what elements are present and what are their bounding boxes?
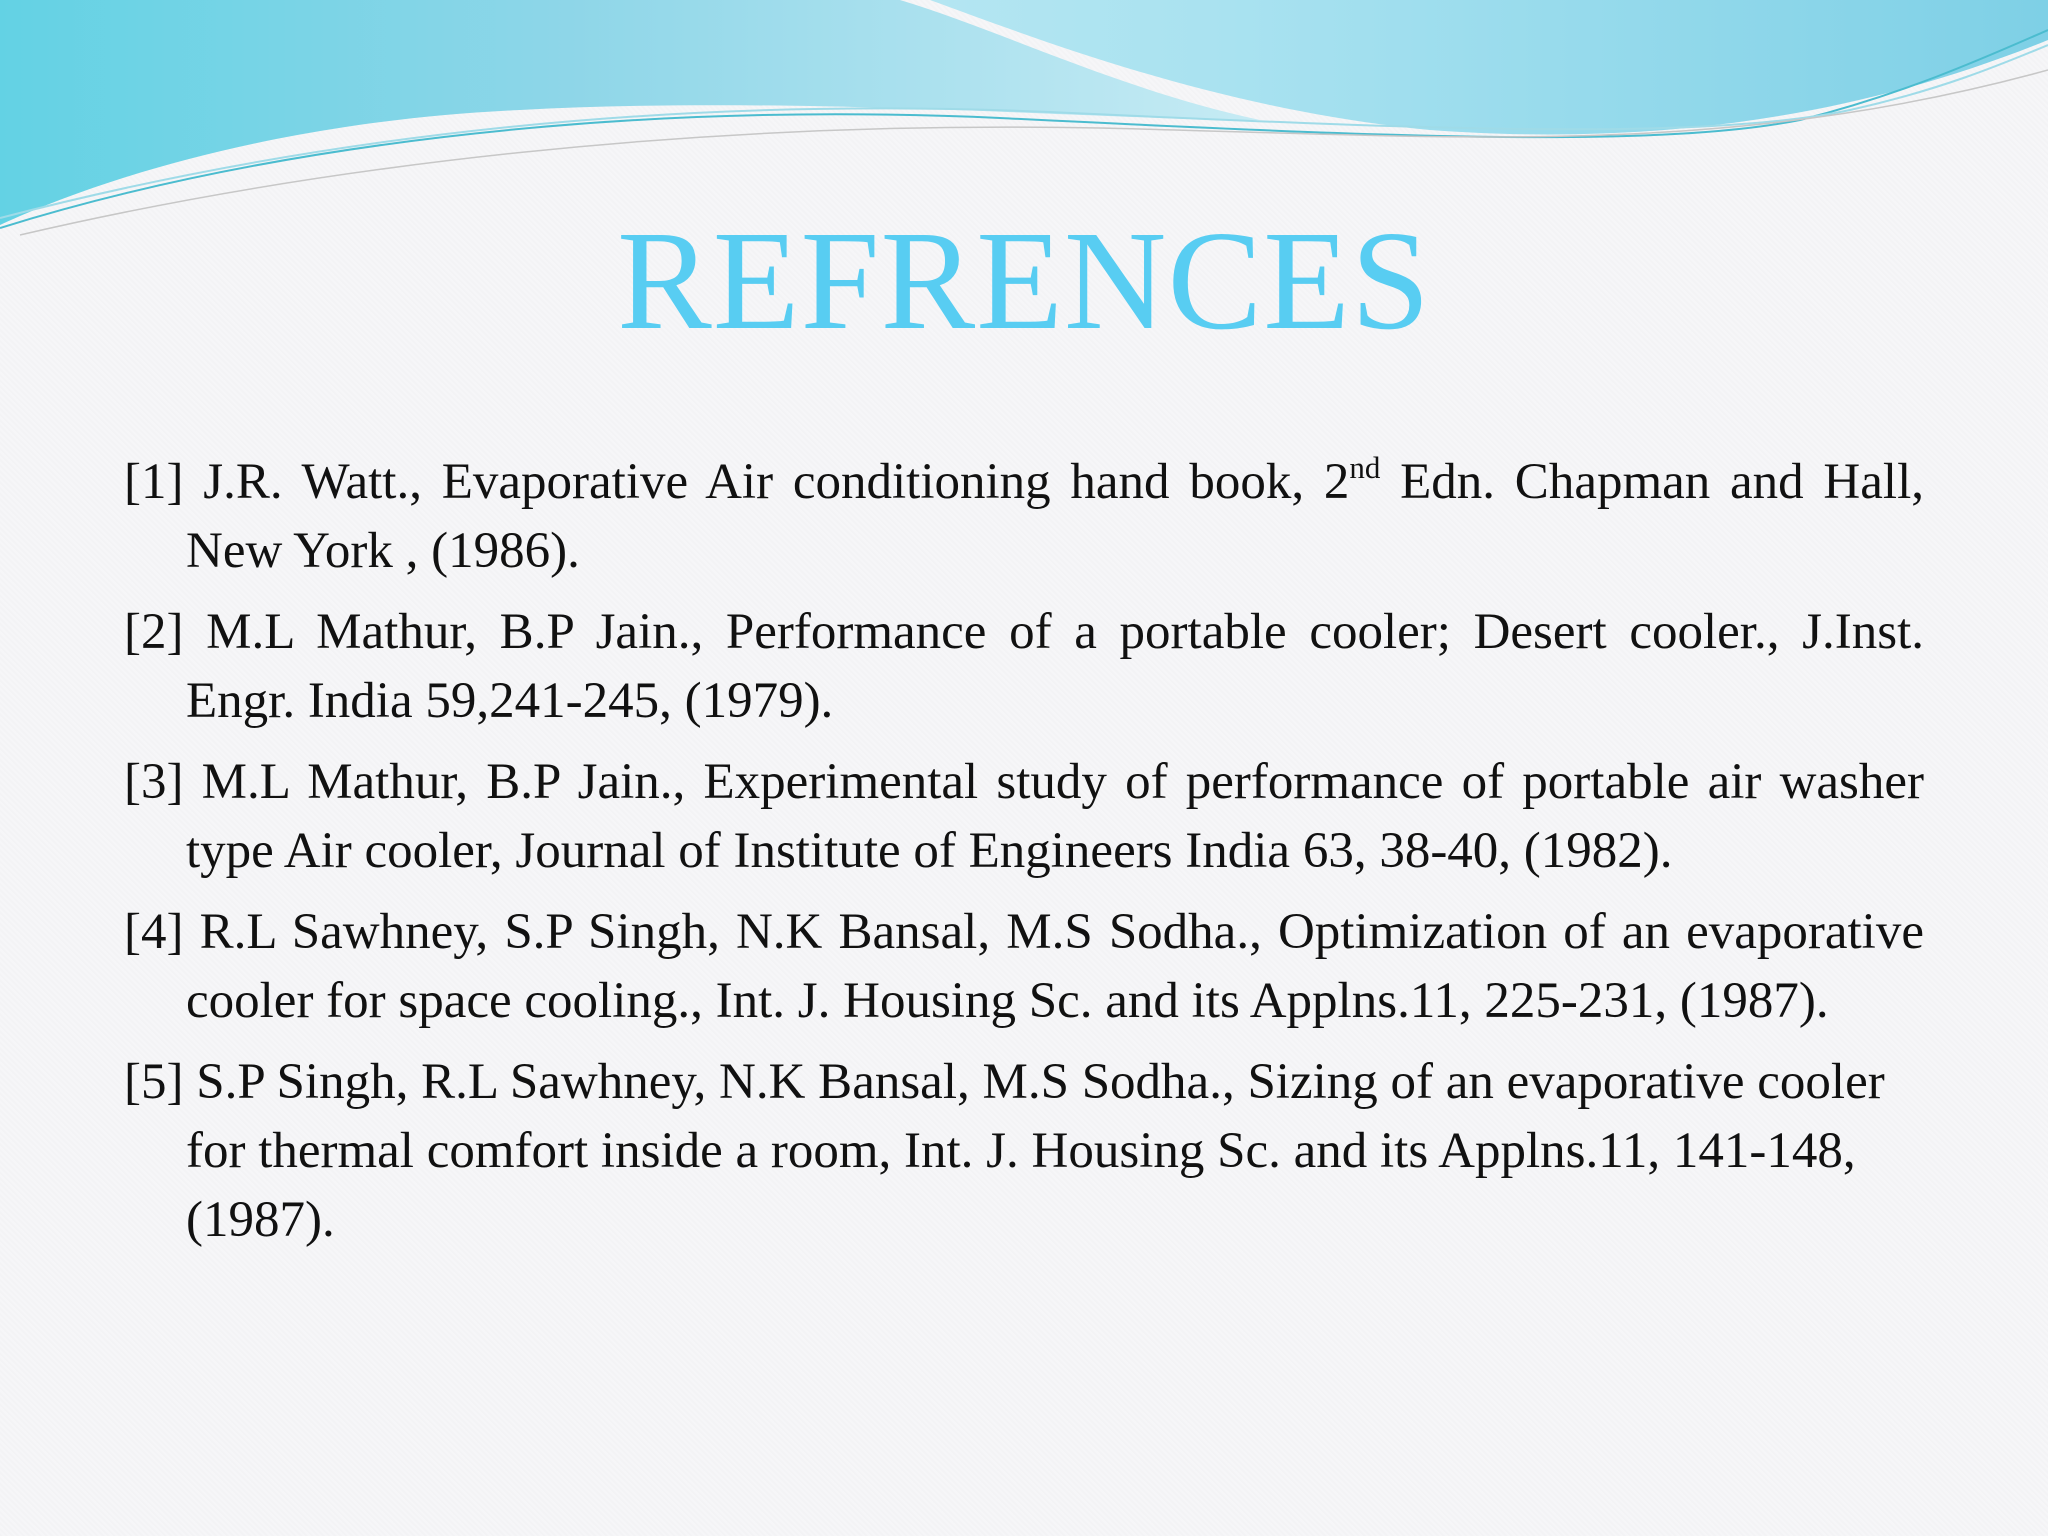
reference-item-3: [3] M.L Mathur, B.P Jain., Experimental study of performance of portable air washer type Air cooler, Journal of Institute of Engineers India 63, 38-40, (1982). [124,754,1924,879]
reference-item-4: [4] R.L Sawhney, S.P Singh, N.K Bansal, M.S Sodha., Optimization of an evaporative cooler for space cooling., Int. J. Housing Sc. and its Applns.11, 225-231, (1987). [124,904,1924,1029]
reference-1-text-cont: Edn. Chapman and Hall, New York , (1986). [186,454,1924,579]
reference-1-superscript: nd [1349,450,1381,485]
references-list [124,448,1924,1267]
page-title: REFRENCES [617,201,1431,359]
reference-item-2: [2] M.L Mathur, B.P Jain., Performance of a portable cooler; Desert cooler., J.Inst. Engr. India 59,241-245, (1979). [124,604,1924,729]
reference-item-1 [124,448,1924,586]
reference-1-text: [1] J.R. Watt., Evaporative Air conditioning hand book, 2 [124,454,1350,510]
reference-item-5: [5] S.P Singh, R.L Sawhney, N.K Bansal, M.S Sodha., Sizing of an evaporative cooler for thermal comfort inside a room, Int. J. Housing Sc. and its Applns.11, 141-148, (1987). [124,1054,1885,1248]
